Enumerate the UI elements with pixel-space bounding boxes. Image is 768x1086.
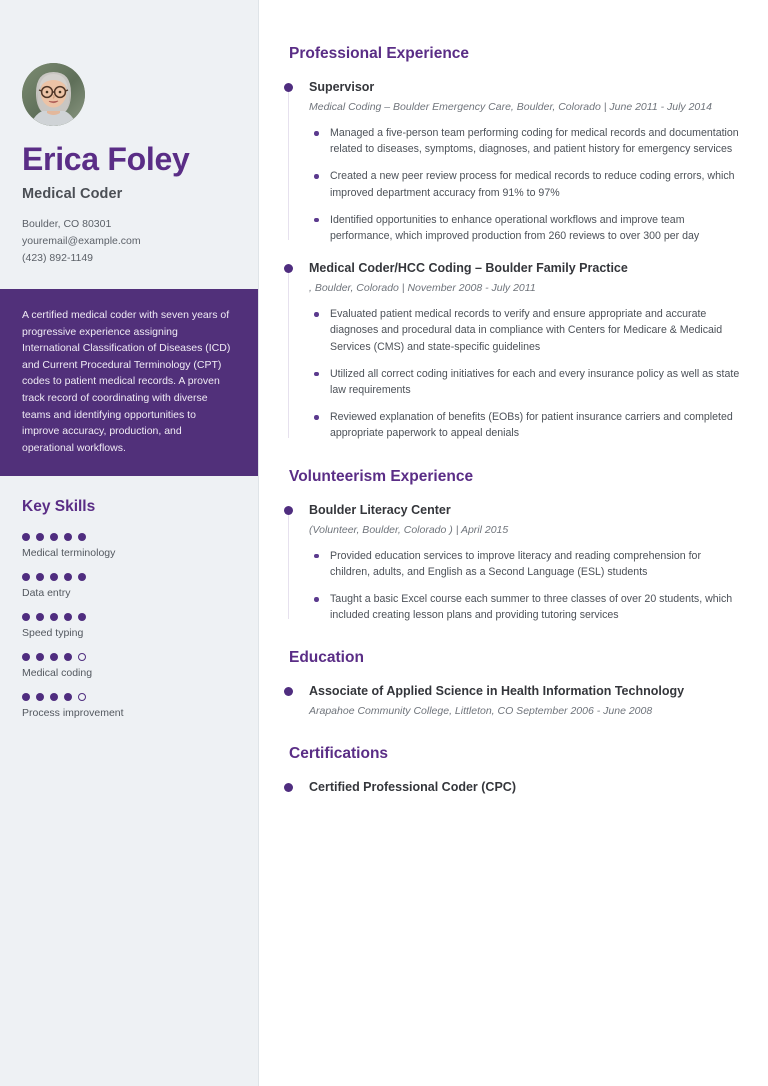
contact-phone[interactable]: (423) 892-1149	[22, 252, 94, 264]
rating-dot-filled	[50, 533, 58, 541]
contact-info	[22, 216, 258, 267]
rating-dot-filled	[22, 613, 30, 621]
rating-dot-filled	[50, 613, 58, 621]
timeline-dot-icon	[284, 687, 293, 696]
bullet-item	[309, 306, 740, 355]
entry-title: Supervisor	[309, 80, 375, 94]
entry-title: Boulder Literacy Center	[309, 502, 451, 517]
rating-dot-filled	[22, 533, 30, 541]
entry-block	[280, 683, 740, 719]
bullet-text: Reviewed explanation of benefits (EOBs) for patient insurance carriers and completed appropriate paperwork to appeal denials	[330, 411, 733, 440]
bullet-text: Provided education services to improve literacy and reading comprehension for children, adults, and English as a Second Language (ESL) students	[330, 549, 701, 578]
rating-dot-filled	[50, 573, 58, 581]
resume-section	[280, 468, 740, 624]
section-title: Volunteerism Experience	[289, 467, 474, 485]
sections-root	[280, 45, 740, 795]
skill-rating-dots	[22, 573, 236, 581]
timeline-dot-icon	[284, 264, 293, 273]
rating-dot-filled	[36, 533, 44, 541]
timeline-rail	[288, 92, 289, 240]
entry-block	[280, 260, 740, 441]
entry-title: Associate of Applied Science in Health Information Technology	[309, 684, 685, 699]
skills-list	[22, 533, 236, 720]
section-title: Professional Experience	[289, 45, 470, 62]
entry-bullet-list	[309, 306, 740, 441]
entry-title: Certified Professional Coder (CPC)	[309, 780, 516, 795]
bullet-dot-icon	[314, 174, 319, 179]
rating-dot-empty	[78, 653, 86, 661]
entry-block	[280, 779, 740, 795]
avatar-container	[0, 0, 258, 126]
main-content	[259, 0, 768, 1086]
rating-dot-filled	[64, 533, 72, 541]
experience-entry	[280, 260, 740, 441]
avatar	[22, 63, 85, 126]
bullet-item	[309, 212, 740, 244]
professional-summary-band	[0, 289, 258, 476]
section-title: Certifications	[289, 745, 389, 763]
section-title: Education	[289, 649, 364, 667]
rating-dot-filled	[22, 653, 30, 661]
rating-dot-filled	[36, 693, 44, 701]
bullet-text: Managed a five-person team performing coding for medical records and documentation related to diseases, symptoms, diagnoses, and patient history for emergency services	[330, 127, 739, 156]
bullet-item	[309, 548, 740, 580]
resume-section	[280, 45, 740, 442]
candidate-name: Erica Foley	[22, 141, 190, 177]
bullet-dot-icon	[314, 415, 319, 420]
rating-dot-filled	[50, 693, 58, 701]
bullet-dot-icon	[314, 372, 319, 377]
resume-section	[280, 649, 740, 719]
candidate-job-title: Medical Coder	[22, 186, 123, 202]
rating-dot-filled	[50, 653, 58, 661]
rating-dot-filled	[78, 613, 86, 621]
bullet-dot-icon	[314, 597, 319, 602]
skill-label: Data entry	[22, 587, 71, 600]
bullet-dot-icon	[314, 131, 319, 136]
experience-entry	[280, 79, 740, 244]
bullet-item	[309, 366, 740, 398]
contact-email[interactable]: youremail@example.com	[22, 235, 141, 247]
skill-label: Medical coding	[22, 667, 93, 680]
bullet-text: Utilized all correct coding initiatives for each and every insurance policy as well as state law requirements	[330, 367, 740, 397]
resume-section	[280, 745, 740, 795]
skill-label: Medical terminology	[22, 547, 116, 560]
bullet-item	[309, 168, 740, 200]
entry-bullet-list	[309, 548, 740, 624]
entry-subtitle: Medical Coding – Boulder Emergency Care, Boulder, Colorado | June 2011 - July 2014	[309, 101, 712, 113]
rating-dot-filled	[78, 533, 86, 541]
bullet-item	[309, 591, 740, 623]
contact-location: Boulder, CO 80301	[22, 218, 112, 230]
rating-dot-filled	[22, 693, 30, 701]
experience-entry	[280, 502, 740, 624]
skill-item	[22, 573, 236, 600]
rating-dot-filled	[64, 693, 72, 701]
rating-dot-filled	[22, 573, 30, 581]
rating-dot-filled	[64, 613, 72, 621]
timeline-dot-icon	[284, 783, 293, 792]
timeline-dot-icon	[284, 506, 293, 515]
entry-subtitle: Arapahoe Community College, Littleton, CO September 2006 - June 2008	[309, 705, 653, 718]
entry-subtitle: , Boulder, Colorado | November 2008 - July 2011	[309, 282, 536, 295]
skill-item	[22, 613, 236, 640]
skill-item	[22, 693, 236, 720]
bullet-item	[309, 125, 740, 157]
entry-block	[280, 79, 740, 244]
key-skills-section	[0, 476, 258, 720]
bullet-dot-icon	[314, 312, 319, 317]
profile-photo-icon	[22, 63, 85, 126]
timeline-rail	[288, 515, 289, 620]
skill-item	[22, 533, 236, 560]
experience-entry	[280, 779, 740, 795]
bullet-text: Identified opportunities to enhance operational workflows and improve team performance, which improved production from 260 reviews to over 300 per day	[330, 213, 700, 243]
rating-dot-empty	[78, 693, 86, 701]
rating-dot-filled	[64, 573, 72, 581]
bullet-dot-icon	[314, 218, 319, 223]
rating-dot-filled	[36, 653, 44, 661]
rating-dot-filled	[36, 613, 44, 621]
bullet-text: Created a new peer review process for medical records to reduce coding errors, which improved department accuracy from 91% to 97%	[330, 170, 735, 199]
entry-bullet-list	[309, 125, 740, 244]
skill-label: Process improvement	[22, 707, 124, 720]
skill-label: Speed typing	[22, 627, 84, 640]
entry-title: Medical Coder/HCC Coding – Boulder Family Practice	[309, 261, 628, 276]
skill-rating-dots	[22, 653, 236, 661]
bullet-text: Evaluated patient medical records to verify and ensure appropriate and accurate diagnoses and procedural data in compliance with Centers for Medicare & Medicaid Services (CMS) and state-specific guidelines	[330, 308, 723, 353]
skill-rating-dots	[22, 533, 236, 541]
entry-block	[280, 502, 740, 624]
bullet-item	[309, 409, 740, 441]
bullet-text: Taught a basic Excel course each summer to three classes of over 20 students, which included creating lesson plans and providing tutoring services	[330, 593, 733, 622]
rating-dot-filled	[64, 653, 72, 661]
timeline-rail	[288, 273, 289, 437]
rating-dot-filled	[36, 573, 44, 581]
sidebar	[0, 0, 259, 1086]
skill-rating-dots	[22, 613, 236, 621]
rating-dot-filled	[78, 573, 86, 581]
entry-subtitle: (Volunteer, Boulder, Colorado ) | April 2015	[309, 523, 509, 536]
skill-rating-dots	[22, 693, 236, 701]
bullet-dot-icon	[314, 554, 319, 559]
key-skills-heading: Key Skills	[22, 498, 96, 516]
timeline-dot-icon	[284, 83, 293, 92]
skill-item	[22, 653, 236, 680]
experience-entry	[280, 683, 740, 719]
professional-summary-text: A certified medical coder with seven years of progressive experience assigning International Classification of Diseases (ICD) and Current Procedural Terminology (CPT) codes to patient medical records. A proven track record of coordinating with diverse teams and identifying opportunities to improve accuracy, production, and operational workflows.	[22, 309, 231, 454]
